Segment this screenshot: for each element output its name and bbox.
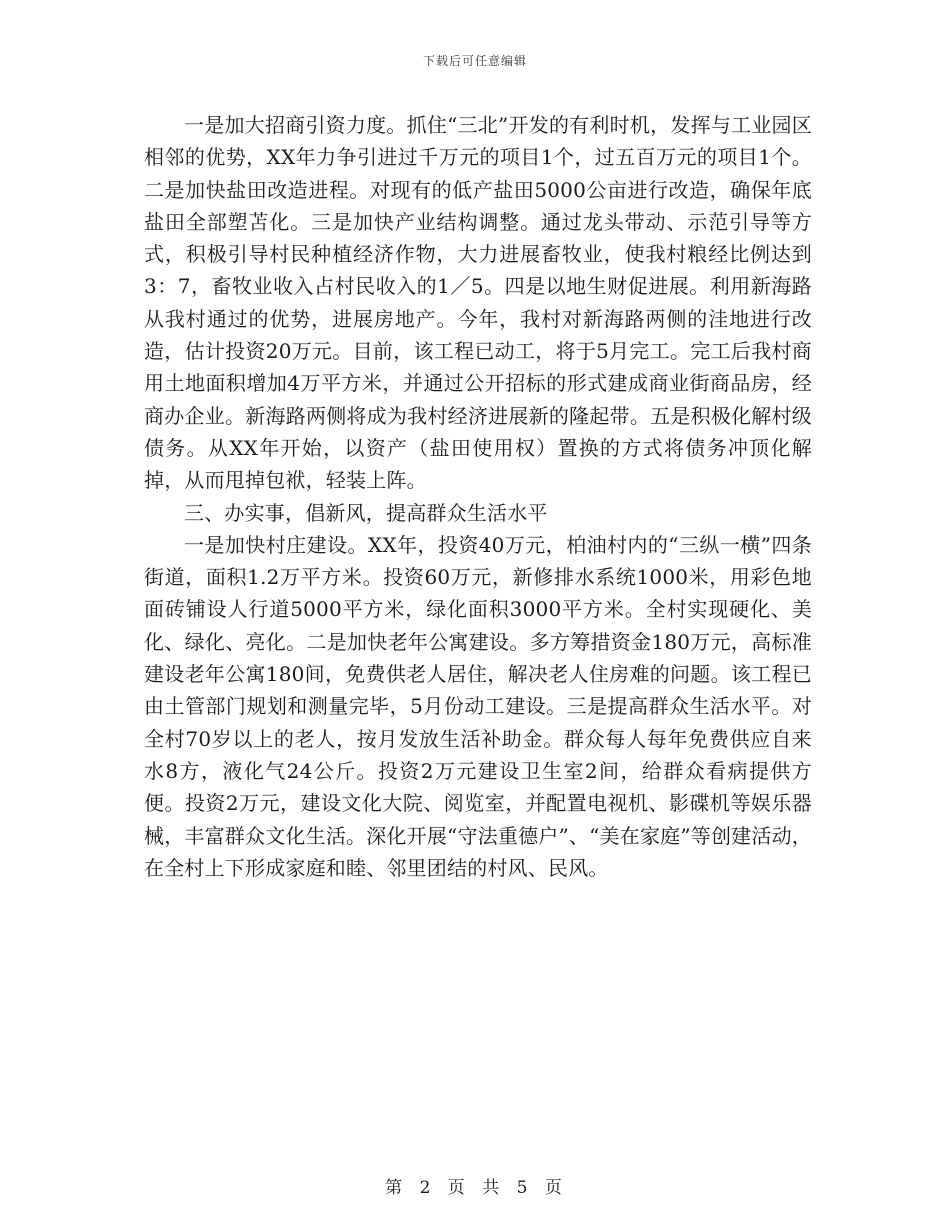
paragraph-economic-measures: 一是加大招商引资力度。抓住“三北”开发的有利时机，发挥与工业园区相邻的优势，XX年力争引进过千万元的项目1个，过五百万元的项目1个。二是加快盐田改造进程。对现有的低产盐田5000公亩进行改造，确保年底盐田全部塑苫化。三是加快产业结构调整。通过龙头带动、示范引导等方式，积极引导村民种植经济作物，大力进展畜牧业，使我村粮经比例达到3：7，畜牧业收入占村民收入的1／5。四是以地生财促进展。利用新海路从我村通过的优势，进展房地产。今年，我村对新海路两侧的洼地进行改造，估计投资20万元。目前，该工程已动工，将于5月完工。完工后我村商用土地面积增加4万平方米，并通过公开招标的形式建成商业街商品房，经商办企业。新海路两侧将成为我村经济进展新的隆起带。五是积极化解村级债务。从XX年开始，以资产（盐田使用权）置换的方式将债务冲顶化解掉，从而甩掉包袱，轻装上阵。 [144,113,812,493]
document-body [144,109,812,884]
paragraph-living-standards: 一是加快村庄建设。XX年，投资40万元，柏油村内的“三纵一横”四条街道，面积1.2万平方米。投资60万元，新修排水系统1000米，用彩色地面砖铺设人行道5000平方米，绿化面积3000平方米。全村实现硬化、美化、绿化、亮化。二是加快老年公寓建设。多方筹措资金180万元，高标准建设老年公寓180间，免费供老人居住，解决老人住房难的问题。该工程已由土管部门规划和测量完毕，5月份动工建设。三是提高群众生活水平。对全村70岁以上的老人，按月发放生活补助金。群众每人每年免费供应自来水8方，液化气24公斤。投资2万元建设卫生室2间，给群众看病提供方便。投资2万元，建设文化大院、阅览室，并配置电视机、影碟机等娱乐器械，丰富群众文化生活。深化开展“守法重德户”、“美在家庭”等创建活动，在全村上下形成家庭和睦、邻里团结的村风、民风。 [144,532,812,880]
section-heading-3: 三、办实事，倡新风，提高群众生活水平 [184,500,548,525]
page-number-footer: 第 2 页 共 5 页 [385,1178,565,1198]
page-header: 下载后可任意编辑 [422,54,527,68]
